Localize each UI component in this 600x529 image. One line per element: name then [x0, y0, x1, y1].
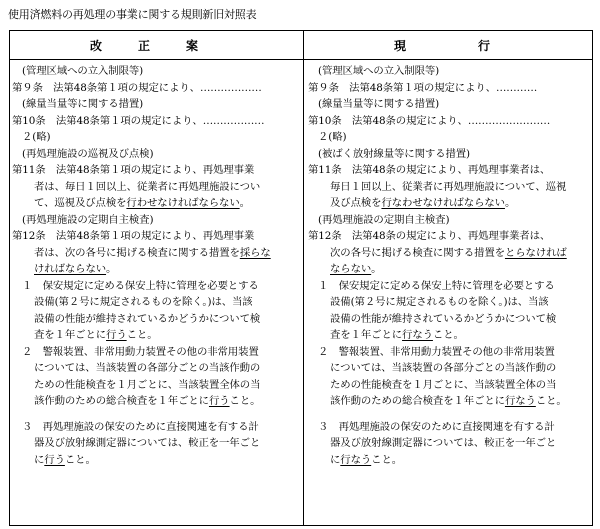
text-line: [12, 63, 296, 80]
text-segment: 者は、毎日１回以上、従業者に再処理施設につい: [34, 180, 261, 193]
text-line: [308, 393, 592, 410]
text-line: [308, 311, 592, 328]
text-line: [308, 452, 592, 469]
text-line: [308, 245, 592, 262]
text-line: [12, 419, 296, 436]
underlined-text: 行わせなければならない: [126, 197, 240, 209]
text-line: [308, 228, 592, 245]
header-proposed: 改 正 案: [90, 39, 199, 53]
underlined-text: とらなければ: [504, 246, 567, 259]
text-segment: (線量当量等に関する措置): [22, 98, 144, 110]
text-line: [308, 294, 592, 311]
text-segment: に: [34, 453, 45, 466]
text-segment: 第９条 法第48条第１項の規定により、…………: [308, 81, 538, 94]
header-rule: [10, 59, 592, 60]
text-segment: 該作動のための総合検査を１年ごとに: [34, 395, 209, 407]
text-segment: 者は、次の各号に掲げる検査に関する措置を: [34, 246, 240, 259]
text-segment: ための性能検査を１月ごとに、当該装置全体の当: [330, 378, 557, 391]
underlined-text: 行う: [106, 329, 127, 341]
text-segment: (再処理施設の定期自主検査): [318, 213, 450, 226]
text-segment: 第９条 法第48条第１項の規定により、………………: [12, 81, 262, 94]
text-line: [308, 377, 592, 394]
text-segment: (再処理施設の巡視及び点検): [22, 147, 154, 160]
text-segment: て、巡視及び点検を: [34, 197, 127, 209]
underlined-text: 行なう: [504, 395, 536, 407]
text-segment: こと。: [535, 395, 567, 407]
text-line: [12, 377, 296, 394]
column-divider: [303, 31, 304, 525]
text-line: [12, 393, 296, 410]
current-column: [308, 63, 592, 468]
header-current: 現 行: [394, 39, 491, 53]
text-segment: 設備の性能が維持されているかどうかについて検: [330, 312, 557, 325]
text-line: [12, 278, 296, 295]
text-segment: 第10条 法第48条の規定により、……………………: [308, 114, 551, 127]
text-segment: 及び点検を: [330, 197, 382, 209]
text-line: [12, 195, 296, 212]
text-segment: ３ 再処理施設の保安のために直接関連を有する計: [22, 420, 259, 433]
text-segment: 査を１年ごとに: [330, 329, 403, 341]
text-segment: 。: [106, 263, 117, 275]
underlined-text: ならない: [330, 263, 372, 275]
underlined-text: 行なう: [402, 329, 433, 341]
text-segment: １ 保安規定に定める保安上特に管理を必要とする: [318, 279, 555, 292]
text-line: [308, 278, 592, 295]
text-line: [12, 245, 296, 262]
text-line: [12, 96, 296, 113]
text-segment: 設備(第２号に規定されるものを除く。)は、当該: [330, 296, 549, 308]
text-line: [12, 435, 296, 452]
text-segment: 第11条 法第48条の規定により、再処理事業者は、: [308, 164, 551, 176]
text-segment: (線量当量等に関する措置): [318, 98, 440, 110]
text-segment: 第12条 法第48条第１項の規定により、再処理事業: [12, 230, 255, 242]
text-segment: 第12条 法第48条の規定により、再処理事業者は、: [308, 230, 551, 242]
underlined-text: 行う: [44, 453, 65, 466]
underlined-text: 採らな: [239, 246, 271, 259]
text-line: [308, 344, 592, 361]
text-segment: ための性能検査を１月ごとに、当該装置全体の当: [34, 378, 261, 391]
text-segment: 。: [371, 263, 382, 275]
text-line: [308, 212, 592, 229]
text-line: [12, 261, 296, 278]
text-line: [308, 129, 592, 146]
text-line: [308, 80, 592, 97]
document-title: 使用済燃料の再処理の事業に関する規則新旧対照表: [8, 8, 257, 21]
text-segment: については、当該装置の各部分ごとの当該作動の: [34, 362, 261, 374]
text-segment: こと。: [64, 453, 96, 466]
text-line: [308, 435, 592, 452]
text-line: [12, 129, 296, 146]
underlined-text: 行なわせなければならない: [381, 197, 505, 209]
text-segment: (管理区域への立入制限等): [318, 65, 440, 77]
text-line: [308, 96, 592, 113]
text-line: [12, 452, 296, 469]
text-line: [12, 228, 296, 245]
text-line: [12, 80, 296, 97]
text-segment: 第10条 法第48条第１項の規定により、………………: [12, 114, 265, 127]
text-segment: 。: [239, 197, 250, 209]
underlined-text: 行なう: [340, 453, 372, 466]
text-segment: ２(略): [22, 131, 51, 143]
line-gap: [308, 410, 592, 419]
text-segment: ３ 再処理施設の保安のために直接関連を有する計: [318, 420, 555, 433]
text-segment: 毎日１回以上、従業者に再処理施設について、巡視: [330, 180, 567, 193]
text-segment: こと。: [229, 395, 261, 407]
text-segment: こと。: [126, 329, 158, 341]
text-segment: 。: [504, 197, 516, 209]
text-segment: 次の各号に掲げる検査に関する措置を: [330, 246, 505, 259]
text-segment: 設備の性能が維持されているかどうかについて検: [34, 312, 261, 325]
text-line: [308, 63, 592, 80]
underlined-text: 行う: [208, 395, 230, 407]
text-line: [12, 294, 296, 311]
text-line: [308, 261, 592, 278]
text-segment: (再処理施設の定期自主検査): [22, 213, 154, 226]
text-segment: に: [330, 453, 341, 466]
text-line: [12, 146, 296, 163]
text-segment: １ 保安規定に定める保安上特に管理を必要とする: [22, 279, 259, 292]
text-segment: 器及び放射線測定器については、較正を一年ごと: [330, 437, 557, 449]
text-segment: ２ 警報装置、非常用動力装置その他の非常用装置: [22, 345, 259, 358]
text-segment: 査を１年ごとに: [34, 329, 107, 341]
text-line: [12, 344, 296, 361]
text-line: [12, 212, 296, 229]
text-segment: こと。: [371, 453, 403, 466]
text-segment: については、当該装置の各部分ごとの当該作動の: [330, 362, 557, 374]
text-segment: ２ 警報装置、非常用動力装置その他の非常用装置: [318, 345, 555, 358]
text-line: [308, 113, 592, 130]
text-line: [308, 419, 592, 436]
text-line: [308, 179, 592, 196]
text-line: [12, 179, 296, 196]
text-line: [308, 360, 592, 377]
text-segment: こと。: [432, 329, 464, 341]
underlined-text: ければならない: [34, 263, 107, 275]
text-line: [12, 162, 296, 179]
text-segment: (管理区域への立入制限等): [22, 65, 144, 77]
line-gap: [12, 410, 296, 419]
text-line: [308, 162, 592, 179]
text-line: [12, 360, 296, 377]
text-segment: (被ばく放射線量等に関する措置): [318, 147, 470, 160]
text-segment: ２(略): [318, 131, 347, 143]
proposed-column: [12, 63, 296, 468]
text-segment: 第11条 法第48条第１項の規定により、再処理事業: [12, 164, 255, 176]
text-line: [12, 113, 296, 130]
text-line: [308, 146, 592, 163]
text-segment: 器及び放射線測定器については、較正を一年ごと: [34, 437, 261, 449]
text-segment: 該作動のための総合検査を１年ごとに: [330, 395, 505, 407]
text-line: [308, 327, 592, 344]
text-line: [12, 311, 296, 328]
text-line: [308, 195, 592, 212]
comparison-table: [9, 30, 593, 526]
text-line: [12, 327, 296, 344]
text-segment: 設備(第２号に規定されるものを除く。)は、当該: [34, 296, 253, 308]
